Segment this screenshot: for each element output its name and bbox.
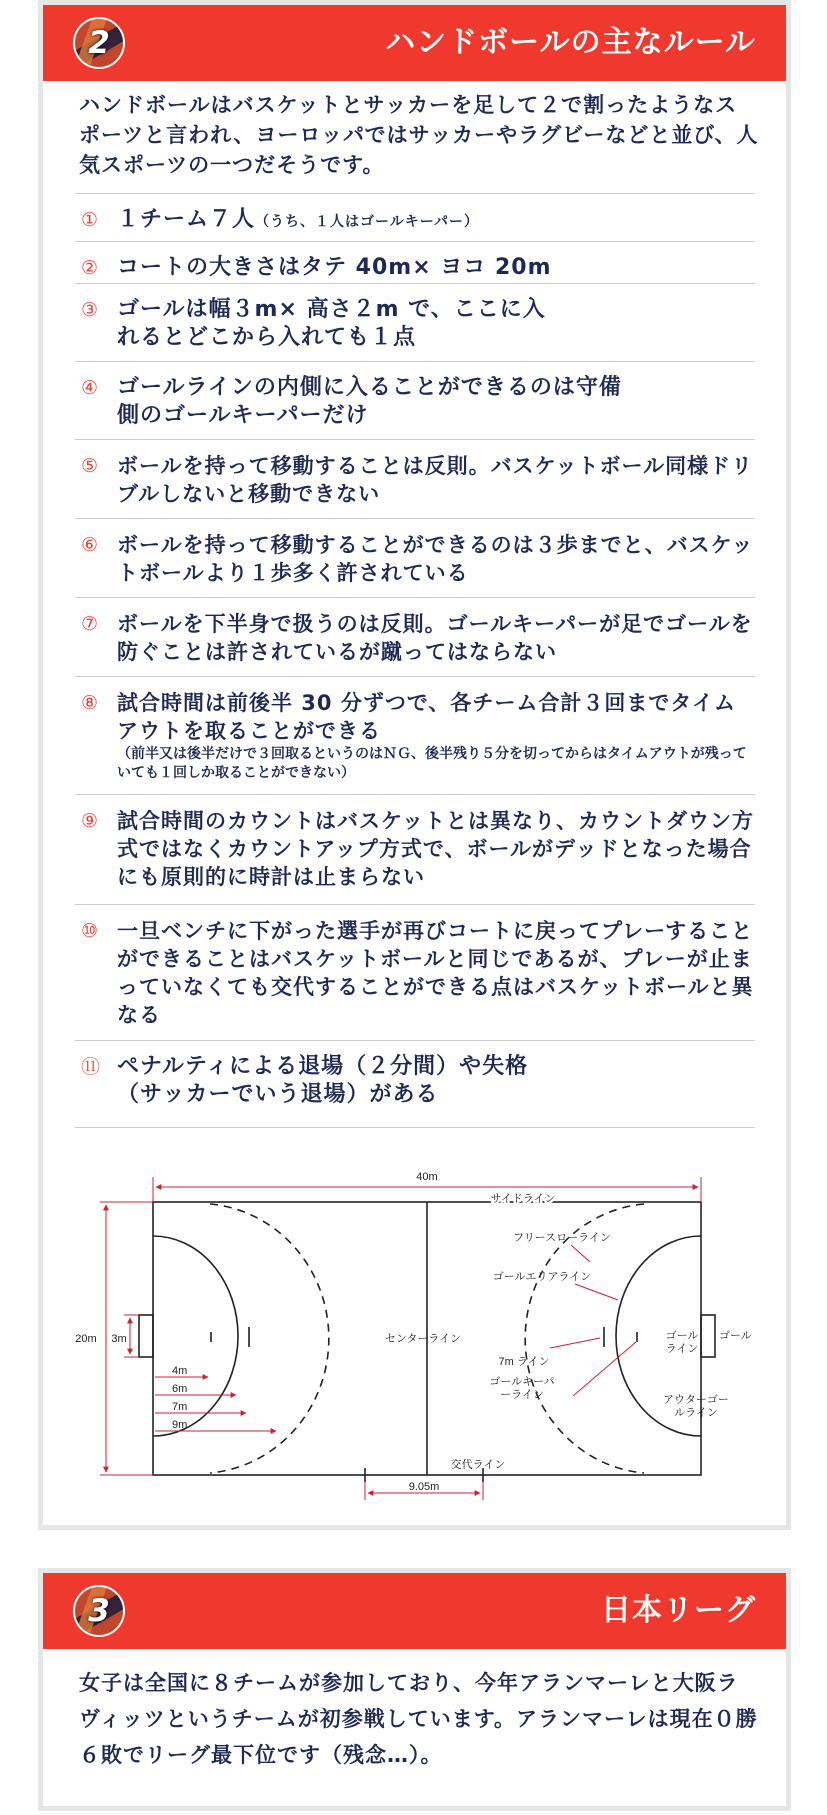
rule-number: ⑩ (81, 920, 99, 942)
rule-number: ⑤ (81, 455, 99, 477)
section-title: 日本リーグ (601, 1593, 756, 1628)
section-title: ハンドボールの主なルール (385, 25, 756, 60)
rule-item (75, 1040, 755, 1128)
rule-number: ① (81, 209, 99, 231)
rule-number: ⑨ (81, 810, 99, 832)
rule-item (75, 439, 755, 518)
section-number: 3 (88, 1593, 110, 1629)
rule-text: １チーム７人 (117, 207, 256, 232)
rule-number: ⑪ (81, 1056, 101, 1078)
rule-number: ⑧ (81, 692, 99, 714)
label-7m-line: 7m ライン (498, 1356, 550, 1368)
rule-number: ④ (81, 377, 99, 399)
section-banner (43, 1573, 786, 1649)
rule-text: ゴールは幅３m× 高さ２m で、ここに入れるとどこから入れても１点 (117, 297, 546, 350)
rule-number: ② (81, 257, 99, 279)
rule-item (75, 193, 755, 241)
rule-number: ③ (81, 299, 99, 321)
label-goal: ゴール (719, 1330, 752, 1342)
rule-note: （前半又は後半だけで３回取るというのはＮＧ、後半残り５分を切ってからはタイムアウトが残っていても１回しか取ることができない） (117, 746, 747, 781)
rule-item (75, 904, 755, 1040)
rule-text: コートの大きさはタテ 40m× ヨコ 20m (117, 255, 552, 280)
rule-text: ボールを持って移動することは反則。バスケットボール同様ドリブルしないと移動できない (117, 454, 754, 506)
label-substitution: 交代ライン (450, 1459, 506, 1471)
label-sub-zone: 9.05m (408, 1481, 440, 1493)
rule-text: 一旦ベンチに下がった選手が再びコートに戻ってプレーすることができることはバスケットボールと同じであるが、プレーが止まっていなくても交代することができる点はバスケットボールと異なる (117, 919, 754, 1027)
rule-item (75, 283, 755, 361)
rule-number: ⑥ (81, 534, 99, 556)
rule-item (75, 241, 755, 283)
label-free-throw: フリースローライン (513, 1232, 611, 1244)
rule-number: ⑦ (81, 613, 99, 635)
label-7m: 7m (172, 1401, 188, 1413)
league-text: 女子は全国に８チームが参加しており、今年アランマーレと大阪ラヴィッツというチームが初参戦しています。アランマーレは現在０勝６敗でリーグ最下位です（残念…）。 (79, 1671, 758, 1767)
label-4m: 4m (172, 1365, 188, 1377)
rule-text: ボールを持って移動することができるのは３歩までと、バスケットボールより１歩多く許されている (117, 533, 754, 585)
label-outer-goal-line: アウターゴールライン (663, 1394, 729, 1419)
rule-text: ゴールラインの内側に入ることができるのは守備側のゴールキーパーだけ (117, 375, 622, 428)
rule-item (75, 518, 755, 597)
rule-item (75, 676, 755, 794)
handball-icon (73, 17, 125, 69)
rule-text: ボールを下半身で扱うのは反則。ゴールキーパーが足でゴールを防ぐことは許されているが蹴ってはならない (117, 612, 753, 664)
label-length: 40m (416, 1171, 438, 1183)
label-goalkeeper-line: ゴールキーパーライン (489, 1376, 555, 1401)
label-side-line: サイドライン (490, 1193, 556, 1205)
rule-item (75, 361, 755, 439)
section-banner (43, 5, 786, 81)
rules-list (75, 193, 755, 1128)
rule-text: 試合時間は前後半 30 分ずつで、各チーム合計３回までタイムアウトを取ることができる (117, 691, 737, 743)
intro-text: ハンドボールはバスケットとサッカーを足して２で割ったようなスポーツと言われ、ヨーロッパではサッカーやラグビーなどと並び、人気スポーツの一つだそうです。 (79, 93, 759, 177)
rule-text: 試合時間のカウントはバスケットとは異なり、カウントダウン方式ではなくカウントアップ方式で、ボールがデッドとなった場合にも原則的に時計は止まらない (117, 809, 754, 889)
label-9m: 9m (172, 1419, 188, 1431)
label-goal-line: ゴールライン (665, 1330, 699, 1355)
section-number: 2 (88, 25, 110, 61)
rule-text: ペナルティによる退場（２分間）や失格（サッカーでいう退場）がある (117, 1054, 529, 1107)
label-goal-area: ゴールエリアライン (492, 1271, 592, 1283)
label-goal-width: 3m (111, 1333, 127, 1345)
label-width: 20m (75, 1333, 97, 1345)
label-center-line: センターライン (384, 1333, 462, 1345)
rule-item (75, 597, 755, 676)
rule-item (75, 794, 755, 904)
label-6m: 6m (172, 1383, 188, 1395)
handball-icon (73, 1585, 125, 1637)
rule-subnote: （うち、１人はゴールキーパー） (255, 214, 480, 230)
